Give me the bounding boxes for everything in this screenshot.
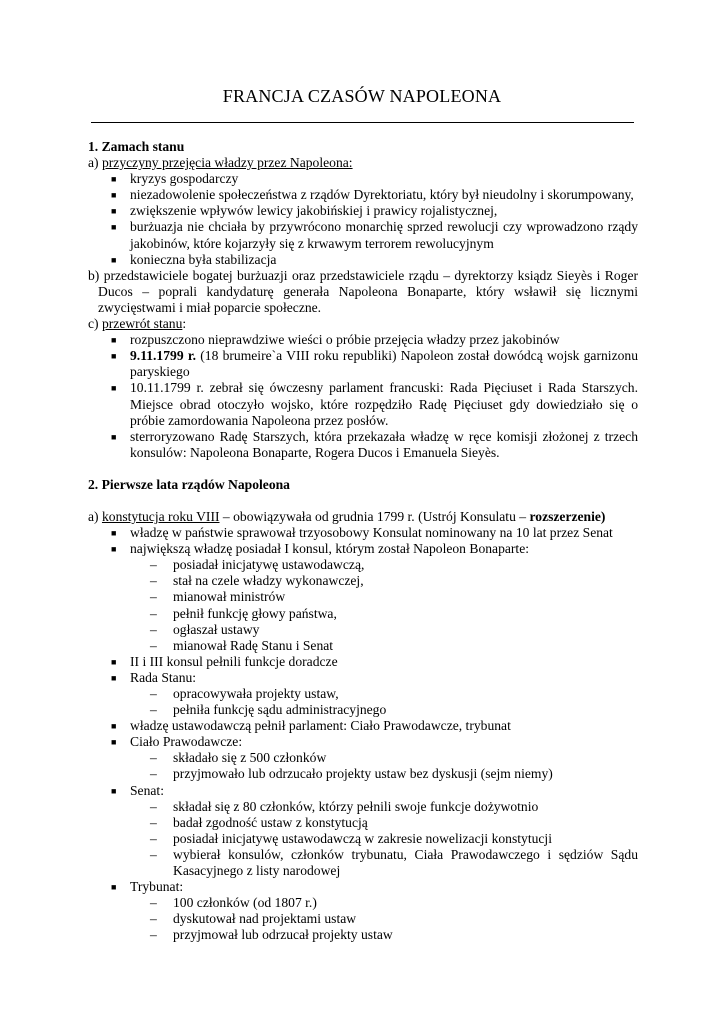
bullet-icon: ■ [111, 206, 117, 217]
subsection-label: przyczyny przejęcia władzy przez Napoleona: [101, 155, 353, 171]
section-1-b-paragraph: b) przedstawiciele bogatej burżuazji oraz przedstawiciele rządu – dyrektorzy ksiądz Sieyès i Roger Ducos – poprali kandydaturę generała Napoleona Bonaparte, który wsławił się licznymi zwycięstwami i miał poparcie społeczne. [88, 267, 638, 315]
bullet-icon: ■ [111, 544, 117, 555]
dash-icon: – [150, 830, 157, 846]
list-item [88, 348, 638, 380]
dash-item [88, 815, 638, 831]
list-letter: c) [88, 316, 102, 332]
dash-item [88, 622, 638, 638]
dash-icon: – [150, 573, 157, 589]
section-2-a-label [88, 509, 638, 525]
dash-item-text: stał na czele władzy wykonawczej, [173, 573, 364, 589]
section-1-c-label [88, 316, 638, 332]
list-item-text: Trybunat: [130, 879, 184, 895]
list-item [88, 734, 638, 750]
dash-icon: – [150, 798, 157, 814]
bullet-icon: ■ [111, 190, 117, 201]
date-bold: 9.11.1799 r. [130, 348, 197, 364]
dash-icon: – [150, 621, 157, 637]
section-1-a-label [88, 155, 638, 171]
subsection-label: przewrót stanu [101, 316, 183, 332]
dash-icon: – [150, 895, 157, 911]
dash-item [88, 766, 638, 782]
title-rule [91, 122, 634, 123]
list-item-text: II i III konsul pełnili funkcje doradcze [130, 653, 338, 669]
dash-item-text: mianował ministrów [173, 589, 286, 605]
bullet-icon: ■ [111, 254, 117, 265]
dash-item-text: badał zgodność ustaw z konstytucją [173, 814, 368, 830]
dash-item [88, 557, 638, 573]
list-item-text: zwiększenie wpływów lewicy jakobińskiej i prawicy rojalistycznej, [130, 203, 498, 219]
list-item-text: burżuazja nie chciała by przywrócono monarchię sprzed rewolucji czy wprowadzono rządy jakobinów, które kojarzyły się z krwawym terrorem rewolucyjnym [130, 219, 638, 251]
list-item [88, 332, 638, 348]
bullet-icon: ■ [111, 222, 117, 233]
bullet-icon: ■ [111, 656, 117, 667]
list-item [88, 203, 638, 219]
bullet-icon: ■ [111, 882, 117, 893]
dash-item-text: posiadał inicjatywę ustawodawczą w zakresie nowelizacji konstytucji [173, 830, 552, 846]
list-item-text: Senat: [130, 782, 164, 798]
bullet-icon: ■ [111, 528, 117, 539]
section-2-heading: 2. Pierwsze lata rządów Napoleona [88, 476, 290, 492]
list-item [88, 654, 638, 670]
list-item [88, 429, 638, 461]
dash-item [88, 831, 638, 847]
list-item-text: 10.11.1799 r. zebrał się ówczesny parlament francuski: Rada Pięciuset i Rada Starszych. Miejsce obrad otoczyło wojsko, które rozpędziło Radę Pięciuset gdy dowiedziało się o próbie zamordowania Napoleona przez posłów. [130, 380, 638, 428]
dash-item [88, 799, 638, 815]
dash-icon: – [150, 846, 157, 862]
bullet-icon: ■ [111, 737, 117, 748]
list-item-rest: (18 brumeire`a VIII roku republiki) Napoleon został dowódcą wojsk garnizonu paryskiego [130, 348, 638, 380]
dash-item-text: 100 członków (od 1807 r.) [173, 895, 317, 911]
dash-icon: – [150, 750, 157, 766]
dash-icon: – [150, 814, 157, 830]
dash-item [88, 573, 638, 589]
dash-item [88, 606, 638, 622]
dash-item-text: składało się z 500 członków [173, 750, 327, 766]
list-item-text: władzę ustawodawczą pełnił parlament: Ciało Prawodawcze, trybunat [130, 718, 511, 734]
dash-icon: – [150, 557, 157, 573]
list-item-text: Rada Stanu: [130, 669, 197, 685]
dash-item [88, 895, 638, 911]
dash-item-text: przyjmowało lub odrzucało projekty ustaw bez dyskusji (sejm niemy) [173, 766, 553, 782]
dash-icon: – [150, 686, 157, 701]
dash-item [88, 911, 638, 927]
dash-item-text: składał się z 80 członków, którzy pełnili swoje funkcje dożywotnio [173, 798, 539, 814]
section-1-heading: 1. Zamach stanu [88, 139, 185, 154]
bullet-icon: ■ [111, 785, 117, 796]
list-item-text: władzę w państwie sprawował trzyosobowy Konsulat nominowany na 10 lat przez Senat [130, 525, 613, 541]
list-item-text: rozpuszczono nieprawdziwe wieści o próbie przejęcia władzy przez jakobinów [130, 332, 560, 348]
list-item [88, 252, 638, 268]
extension-bold: rozszerzenie) [529, 508, 606, 524]
list-item [88, 670, 638, 686]
spacer [88, 461, 638, 477]
dash-icon: – [150, 637, 157, 653]
dash-item-text: mianował Radę Stanu i Senat [173, 637, 334, 653]
dash-item-text: pełniła funkcję sądu administracyjnego [173, 702, 387, 718]
dash-item-text: ogłaszał ustawy [173, 621, 260, 637]
dash-item [88, 927, 638, 943]
dash-item-text: pełnił funkcję głowy państwa, [173, 605, 337, 621]
dash-item-text: posiadał inicjatywę ustawodawczą, [173, 557, 365, 573]
list-item [88, 219, 638, 251]
list-item-text: kryzys gospodarczy [130, 171, 239, 187]
bullet-icon: ■ [111, 383, 117, 394]
list-item [88, 380, 638, 428]
dash-item-text: opracowywała projekty ustaw, [173, 686, 339, 701]
dash-item [88, 702, 638, 718]
list-item [88, 525, 638, 541]
dash-item [88, 847, 638, 879]
dash-icon: – [150, 605, 157, 621]
dash-item-text: dyskutował nad projektami ustaw [173, 911, 357, 927]
list-item [88, 879, 638, 895]
spacer [88, 493, 638, 509]
dash-item [88, 638, 638, 654]
list-item [88, 171, 638, 187]
dash-icon: – [150, 589, 157, 605]
dash-item-text: przyjmował lub odrzucał projekty ustaw [173, 927, 393, 943]
label-colon: : [182, 316, 187, 332]
subsection-rest: – obowiązywała od grudnia 1799 r. (Ustrój Konsulatu – [219, 508, 530, 524]
list-item-text: Ciało Prawodawcze: [130, 734, 243, 750]
list-item-text: konieczna była stabilizacja [130, 251, 277, 267]
bullet-icon: ■ [111, 672, 117, 683]
bullet-icon: ■ [111, 335, 117, 346]
dash-item [88, 750, 638, 766]
list-item [88, 187, 638, 203]
bullet-icon: ■ [111, 351, 117, 362]
page-title: FRANCJA CZASÓW NAPOLEONA [222, 86, 502, 106]
dash-icon: – [150, 911, 157, 927]
dash-icon: – [150, 766, 157, 782]
list-item-text: niezadowolenie społeczeństwa z rządów Dyrektoriatu, który był nieudolny i skorumpowany, [130, 187, 634, 203]
list-letter: a) [88, 508, 102, 524]
list-letter: a) [88, 155, 102, 171]
dash-item [88, 686, 638, 702]
bullet-icon: ■ [111, 431, 117, 442]
list-item-text: największą władzę posiadał I konsul, którym został Napoleon Bonaparte: [130, 541, 530, 557]
bullet-icon: ■ [111, 721, 117, 732]
subsection-label: konstytucja roku VIII [101, 508, 220, 524]
dash-item [88, 589, 638, 605]
document-body [88, 139, 638, 944]
list-item-text: sterroryzowano Radę Starszych, która przekazała władzę w ręce komisji złożonej z trzech konsulów: Napoleona Bonaparte, Rogera Ducos i Emanuela Sieyès. [130, 428, 638, 460]
list-item [88, 541, 638, 557]
dash-icon: – [150, 702, 157, 718]
list-item-text [130, 348, 638, 380]
list-item [88, 783, 638, 799]
dash-icon: – [150, 927, 157, 943]
list-item [88, 718, 638, 734]
bullet-icon: ■ [111, 174, 117, 185]
dash-item-text: wybierał konsulów, członków trybunatu, Ciała Prawodawczego i sędziów Sądu Kasacyjnego z listy narodowej [173, 846, 638, 879]
